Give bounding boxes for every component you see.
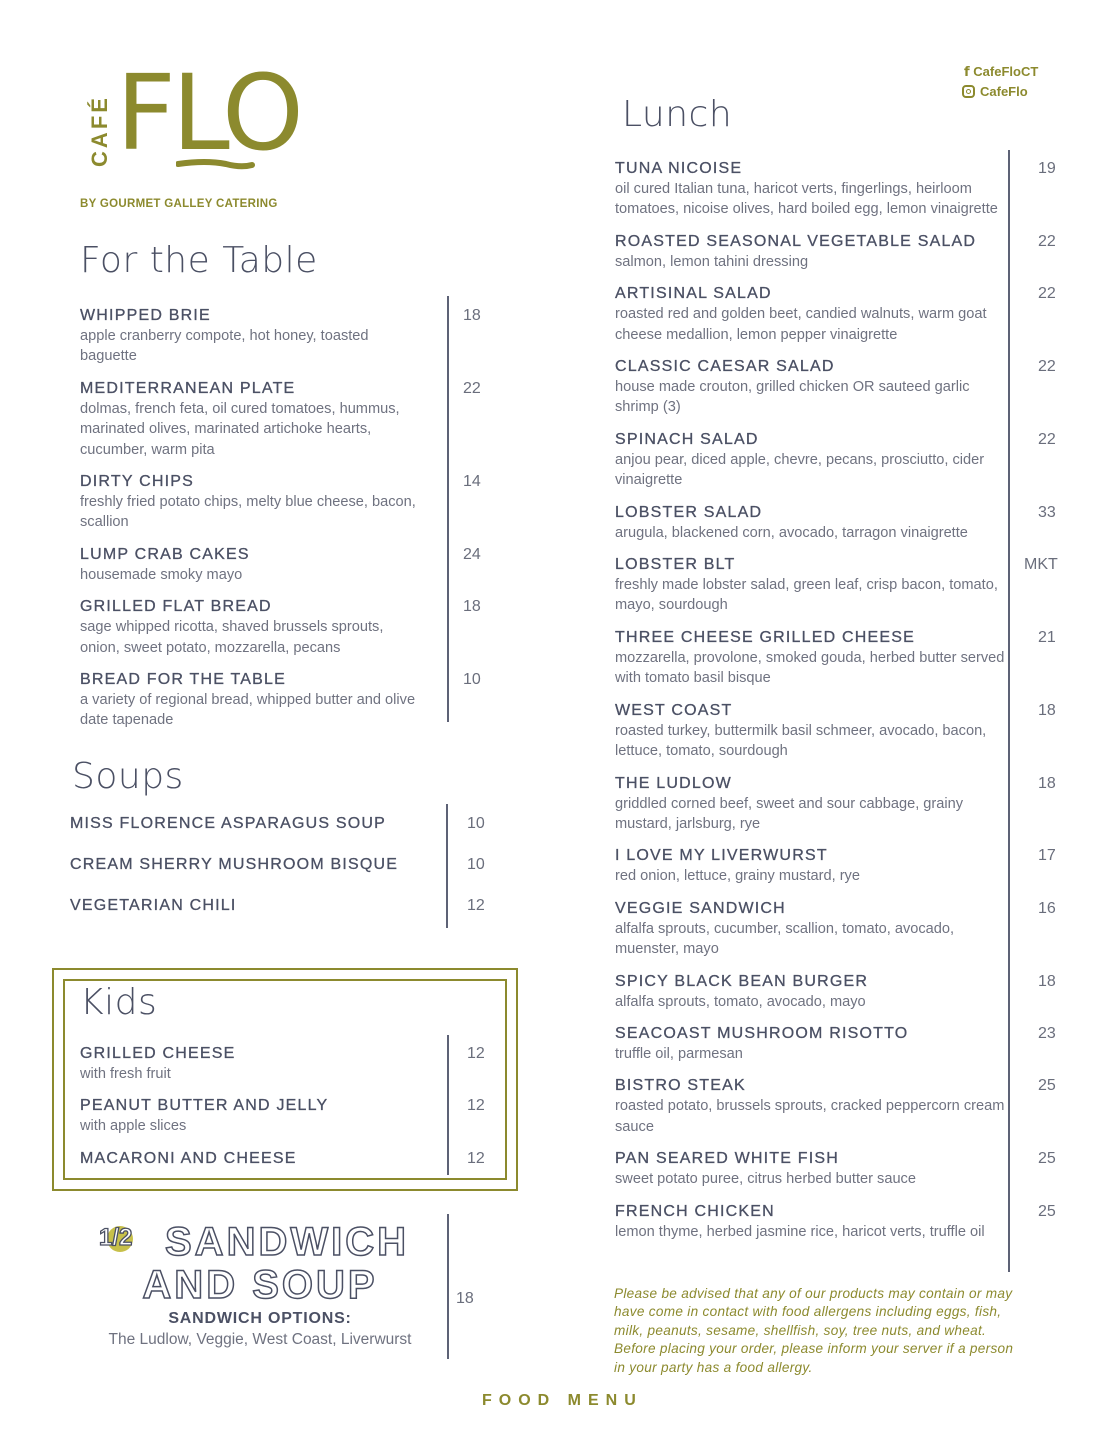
social-facebook[interactable] <box>964 64 1038 80</box>
lunch-list <box>615 158 1065 1253</box>
divider <box>447 1214 449 1359</box>
item-description: anjou pear, diced apple, chevre, pecans, prosciutto, cider vinaigrette <box>615 451 985 489</box>
item-description: roasted red and golden beet, candied walnuts, warm goat cheese medallion, lemon pepper vinaigrette <box>615 306 987 343</box>
item-description: salmon, lemon tahini dressing <box>615 253 809 270</box>
item-description: house made crouton, grilled chicken OR sauteed garlic shrimp (3) <box>615 379 970 416</box>
item-name: BISTRO STEAK <box>615 1077 746 1095</box>
item-name: TUNA NICOISE <box>615 160 743 177</box>
item-price: MKT <box>1024 556 1058 574</box>
item-name: WHIPPED BRIE <box>80 307 211 324</box>
item-price: 22 <box>463 379 481 397</box>
logo <box>78 52 300 186</box>
item-description: truffle oil, parmesan <box>615 1045 743 1062</box>
item-name: BREAD FOR THE TABLE <box>80 671 286 689</box>
section-title-lunch: Lunch <box>622 94 733 135</box>
item-price: 22 <box>1038 285 1056 303</box>
item-name: PEANUT BUTTER AND JELLY <box>80 1097 329 1115</box>
facebook-icon: f <box>964 65 970 80</box>
item-price: 21 <box>1038 628 1056 646</box>
menu-item <box>80 1095 490 1136</box>
item-price: 12 <box>467 1149 485 1167</box>
menu-item <box>70 813 490 834</box>
menu-item <box>615 1201 1065 1242</box>
item-price: 25 <box>1038 1150 1056 1168</box>
item-price: 23 <box>1038 1024 1056 1042</box>
item-price: 14 <box>463 473 481 491</box>
item-name: GRILLED FLAT BREAD <box>80 598 272 616</box>
item-name: CREAM SHERRY MUSHROOM BISQUE <box>70 856 399 873</box>
menu-item <box>615 356 1065 418</box>
item-name: PAN SEARED WHITE FISH <box>615 1150 840 1168</box>
item-name: THE LUDLOW <box>615 774 732 792</box>
item-description: red onion, lettuce, grainy mustard, rye <box>615 868 860 885</box>
item-name: SEACOAST MUSHROOM RISOTTO <box>615 1024 909 1042</box>
item-price: 25 <box>1038 1202 1056 1220</box>
divider <box>1008 150 1010 1272</box>
menu-item <box>70 895 490 916</box>
item-name: VEGGIE SANDWICH <box>615 899 786 917</box>
item-description: oil cured Italian tuna, haricot verts, fingerlings, heirloom tomatoes, nicoise olives, hard boiled egg, lemon vinaigrette <box>615 181 998 218</box>
item-price: 12 <box>467 1097 485 1115</box>
item-price: 19 <box>1038 160 1056 177</box>
item-price: 25 <box>1038 1077 1056 1095</box>
logo-byline: BY GOURMET GALLEY CATERING <box>80 198 278 210</box>
item-description: sweet potato puree, citrus herbed butter sauce <box>615 1171 916 1188</box>
item-name: MACARONI AND CHEESE <box>80 1149 297 1167</box>
item-price: 33 <box>1038 503 1056 521</box>
item-name: LOBSTER SALAD <box>615 503 763 521</box>
item-name: ARTISINAL SALAD <box>615 285 772 303</box>
menu-item <box>615 1023 1065 1064</box>
item-description: arugula, blackened corn, avocado, tarragon vinaigrette <box>615 524 968 541</box>
item-description: freshly fried potato chips, melty blue cheese, bacon, scallion <box>80 494 416 531</box>
half-sandwich-line2: AND SOUP <box>142 1263 378 1307</box>
allergen-notice: Please be advised that any of our products may contain or may have come in contact with food allergens including eggs, fish, milk, peanuts, sesame, shellfish, soy, tree nuts, and wheat. Before placing your order, please inform your server if a person in your party has a food allergy. <box>614 1286 1014 1375</box>
item-description: housemade smoky mayo <box>80 566 243 583</box>
menu-item <box>615 158 1065 220</box>
item-price: 10 <box>467 815 485 832</box>
facebook-handle: CafeFloCT <box>973 64 1039 79</box>
item-name: THREE CHEESE GRILLED CHEESE <box>615 628 916 646</box>
item-name: SPINACH SALAD <box>615 430 759 448</box>
divider <box>447 1035 449 1175</box>
menu-item <box>615 627 1065 689</box>
menu-item <box>80 378 490 460</box>
menu-item <box>615 773 1065 835</box>
menu-item <box>615 502 1065 543</box>
half-fraction: 1/2 <box>99 1224 133 1251</box>
item-description: with apple slices <box>80 1118 187 1135</box>
social-instagram[interactable] <box>962 84 1028 99</box>
item-description: a variety of regional bread, whipped butter and olive date tapenade <box>80 692 416 729</box>
item-price: 12 <box>467 897 485 914</box>
menu-item <box>80 1148 490 1169</box>
menu-item <box>615 898 1065 960</box>
for-the-table-list <box>80 305 490 742</box>
item-name: SPICY BLACK BEAN BURGER <box>615 972 869 990</box>
half-sandwich-and-soup <box>85 1220 435 1349</box>
item-description: sage whipped ricotta, shaved brussels sprouts, onion, sweet potato, mozzarella, pecans <box>80 619 384 656</box>
item-description: dolmas, french feta, oil cured tomatoes, hummus, marinated olives, marinated artichoke hearts, cucumber, warm pita <box>80 400 400 458</box>
menu-item <box>615 231 1065 272</box>
menu-item <box>80 544 490 585</box>
menu-item <box>615 554 1065 616</box>
menu-item <box>80 471 490 533</box>
menu-item <box>615 700 1065 762</box>
item-description: lemon thyme, herbed jasmine rice, haricot verts, truffle oil <box>615 1223 985 1240</box>
item-description: roasted potato, brussels sprouts, cracked peppercorn cream sauce <box>615 1098 1005 1135</box>
menu-item <box>615 429 1065 491</box>
item-name: CLASSIC CAESAR SALAD <box>615 358 835 376</box>
footer-food-menu: FOOD MENU <box>482 1392 643 1409</box>
menu-item <box>80 596 490 658</box>
item-name: LUMP CRAB CAKES <box>80 545 250 563</box>
item-price: 22 <box>1038 232 1056 250</box>
menu-item <box>615 971 1065 1012</box>
item-description: freshly made lobster salad, green leaf, crisp bacon, tomato, mayo, sourdough <box>615 577 998 614</box>
item-description: griddled corned beef, sweet and sour cabbage, grainy mustard, jarlsburg, rye <box>615 795 964 832</box>
soups-list <box>70 813 490 936</box>
item-price: 18 <box>463 307 481 324</box>
sandwich-options: The Ludlow, Veggie, West Coast, Liverwurst <box>108 1331 412 1348</box>
item-price: 18 <box>463 598 481 616</box>
item-name: LOBSTER BLT <box>615 556 736 574</box>
item-description: alfalfa sprouts, tomato, avocado, mayo <box>615 993 866 1010</box>
item-price: 17 <box>1038 847 1056 865</box>
item-description: with fresh fruit <box>80 1066 171 1082</box>
item-price: 24 <box>463 545 481 563</box>
menu-item <box>80 669 490 731</box>
menu-item <box>615 1075 1065 1137</box>
item-description: apple cranberry compote, hot honey, toasted baguette <box>80 328 369 365</box>
menu-item <box>80 305 490 367</box>
item-price: 10 <box>463 671 481 689</box>
menu-item <box>80 1043 490 1084</box>
menu-item <box>70 854 490 875</box>
item-name: MISS FLORENCE ASPARAGUS SOUP <box>70 815 387 832</box>
item-name: DIRTY CHIPS <box>80 473 194 491</box>
item-price: 18 <box>1038 972 1056 990</box>
menu-item <box>615 283 1065 345</box>
item-price: 22 <box>1038 358 1056 376</box>
item-price: 22 <box>1038 430 1056 448</box>
item-price: 16 <box>1038 899 1056 917</box>
menu-item <box>615 845 1065 886</box>
item-price: 10 <box>467 856 485 873</box>
section-title-soups: Soups <box>72 756 184 797</box>
divider <box>447 296 449 722</box>
section-title-kids: Kids <box>80 982 158 1023</box>
item-name: I LOVE MY LIVERWURST <box>615 847 828 865</box>
item-name: ROASTED SEASONAL VEGETABLE SALAD <box>615 232 977 250</box>
item-price: 18 <box>1038 774 1056 792</box>
item-name: WEST COAST <box>615 701 733 719</box>
item-description: alfalfa sprouts, cucumber, scallion, tomato, avocado, muenster, mayo <box>615 920 955 958</box>
divider <box>446 804 448 928</box>
item-price: 12 <box>467 1045 485 1062</box>
instagram-icon <box>962 85 975 98</box>
item-description: roasted turkey, buttermilk basil schmeer, avocado, bacon, lettuce, tomato, sourdough <box>615 722 987 760</box>
sandwich-options-label: SANDWICH OPTIONS: <box>168 1310 352 1327</box>
item-price: 18 <box>1038 701 1056 719</box>
item-name: MEDITERRANEAN PLATE <box>80 379 296 397</box>
logo-wave <box>176 158 256 174</box>
half-sandwich-price: 18 <box>456 1290 474 1307</box>
menu-item <box>615 1148 1065 1189</box>
instagram-handle: CafeFlo <box>980 84 1028 99</box>
half-sandwich-line1: SANDWICH <box>165 1220 409 1264</box>
item-description: mozzarella, provolone, smoked gouda, herbed butter served with tomato basil bisque <box>615 649 1005 687</box>
kids-list <box>80 1043 490 1180</box>
item-name: FRENCH CHICKEN <box>615 1202 775 1220</box>
item-name: GRILLED CHEESE <box>80 1045 236 1062</box>
section-title-for-the-table: For the Table <box>80 240 318 281</box>
logo-text: FLO <box>116 52 300 174</box>
logo-cafe: CAFÉ <box>87 95 112 167</box>
item-name: VEGETARIAN CHILI <box>70 897 237 914</box>
